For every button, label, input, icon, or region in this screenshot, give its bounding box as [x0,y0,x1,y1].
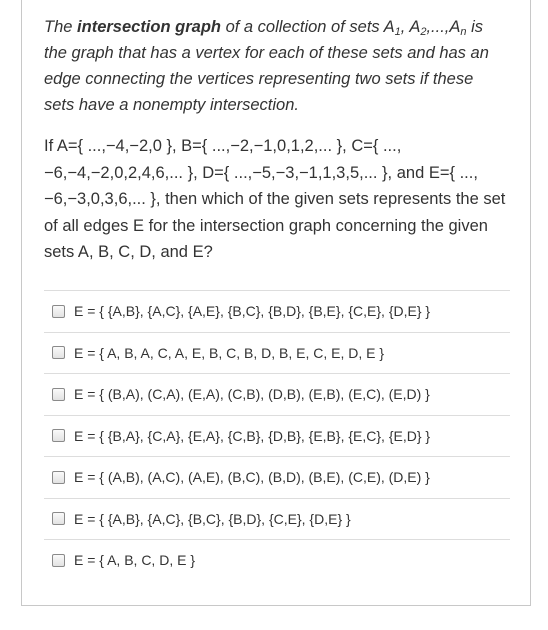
option-label: E = { (A,B), (A,C), (A,E), (B,C), (B,D), (B,E), (C,E), (D,E) } [74,469,430,486]
answer-option-2[interactable] [44,332,510,374]
option-label: E = { A, B, C, D, E } [74,552,196,569]
definition-term: intersection graph [77,18,221,36]
option-label: E = { {A,B}, {A,C}, {B,C}, {B,D}, {C,E}, {D,E} } [74,510,351,527]
answer-option-3[interactable] [44,373,510,415]
question-card [21,0,531,606]
option-label: E = { {A,B}, {A,C}, {A,E}, {B,C}, {B,D}, {B,E}, {C,E}, {D,E} } [74,303,431,320]
option-checkbox[interactable] [52,554,65,567]
option-checkbox[interactable] [52,512,65,525]
subscript-n: n [460,26,467,38]
option-label: E = { (B,A), (C,A), (E,A), (C,B), (D,B), (E,B), (E,C), (E,D) } [74,386,430,403]
definition-text-b: is the graph that has a vertex for each of these sets and has an edge connecting the vertices representing two sets if these sets have a nonempty intersection. [44,18,489,114]
definition-text [44,14,504,118]
option-label: E = { A, B, A, C, A, E, B, C, B, D, B, E, C, E, D, E } [74,344,385,361]
definition-comma: , A [400,18,421,36]
subscript-2: 2 [420,26,427,38]
option-label: E = { {B,A}, {C,A}, {E,A}, {C,B}, {D,B}, {E,B}, {E,C}, {E,D} } [74,427,431,444]
definition-intro: The [44,18,78,36]
option-checkbox[interactable] [52,471,65,484]
answer-option-1[interactable] [44,290,510,332]
answer-option-4[interactable] [44,415,510,457]
definition-text-a: of a collection of sets A [220,18,395,36]
answer-option-7[interactable] [44,539,510,581]
answer-option-5[interactable] [44,456,510,498]
option-checkbox[interactable] [52,346,65,359]
option-checkbox[interactable] [52,429,65,442]
option-checkbox[interactable] [52,388,65,401]
option-checkbox[interactable] [52,305,65,318]
question-text: If A={ ...,−4,−2,0 }, B={ ...,−2,−1,0,1,2,... }, C={ ..., −6,−4,−2,0,2,4,6,... }, D={ ...,−5,−3,−1,1,3,5,... }, and E={ ..., −6,−3,0,3,6,... }, then which of the given sets represents the set of all edges E for the intersection graph concerning the given sets A, B, C, D, and E? [44,137,506,261]
answer-options [44,290,510,581]
definition-dots: ,...,A [426,18,461,36]
subscript-1: 1 [394,26,401,38]
answer-option-6[interactable] [44,498,510,540]
